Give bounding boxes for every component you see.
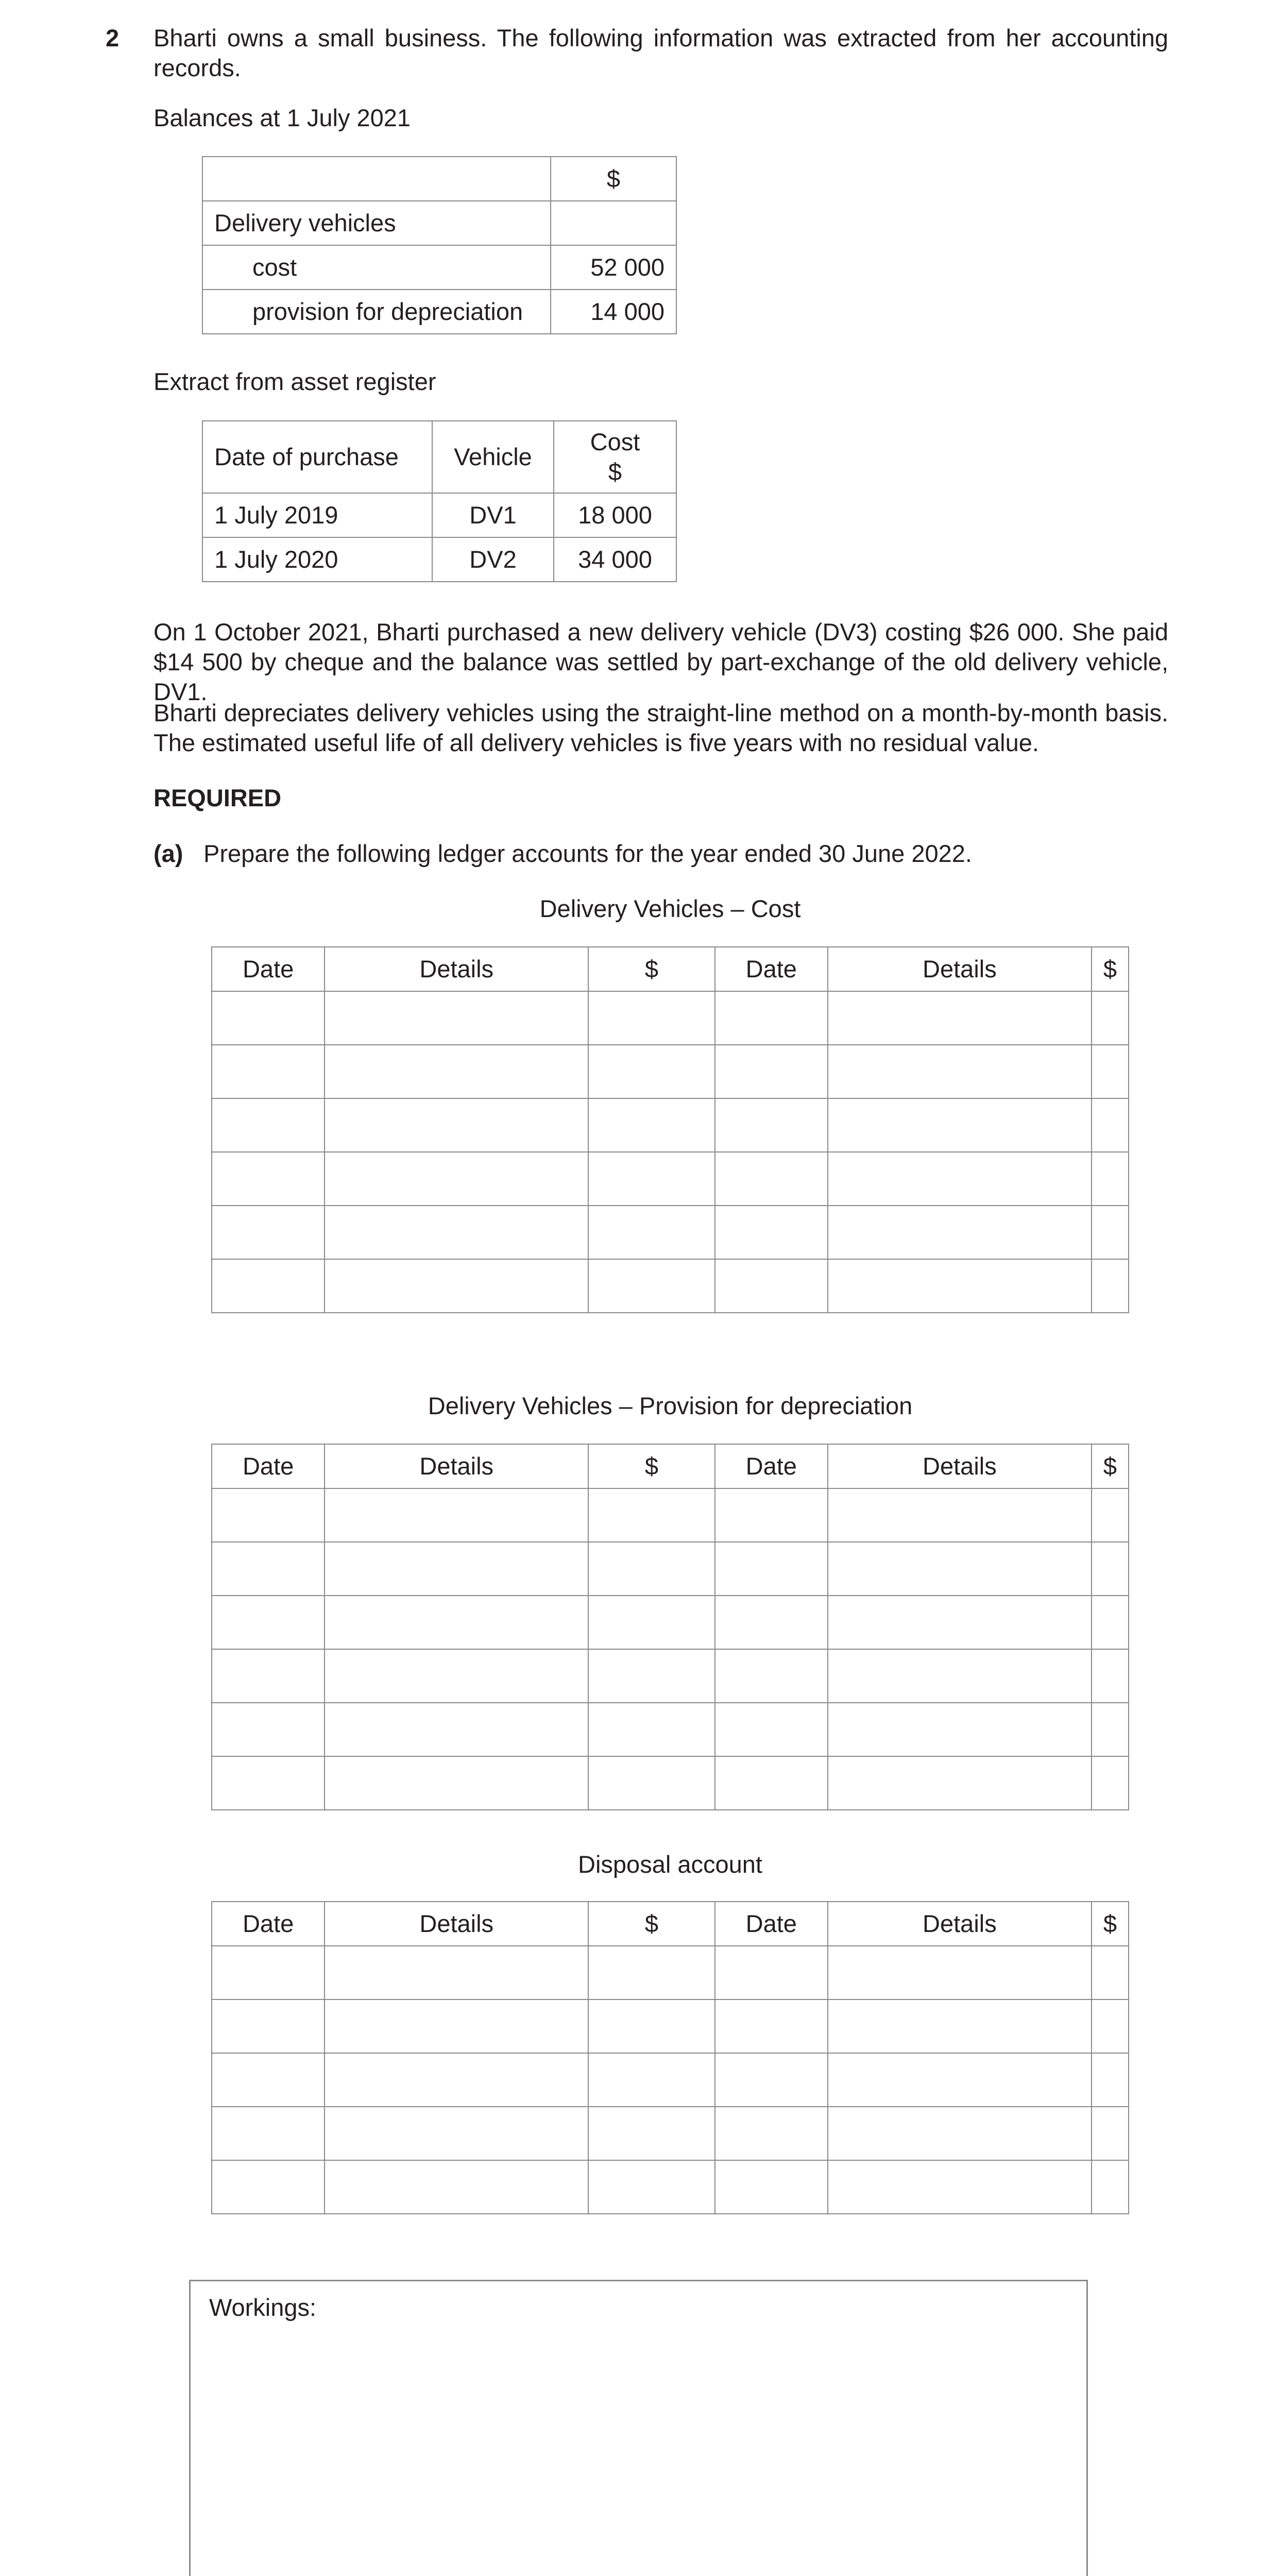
ledger-cell[interactable] [588,1703,715,1756]
balance-row-label: cost [202,245,551,290]
ledger-entry-row [212,1259,1129,1313]
ledger-header: Details [828,1444,1092,1488]
ledger-cell[interactable] [588,1259,715,1313]
ledger-entry-row [212,1756,1129,1810]
ledger-cell[interactable] [325,1756,588,1810]
register-vehicle: DV2 [432,537,554,582]
register-header-cost: Cost $ [554,421,676,493]
ledger-cell[interactable] [828,2053,1092,2107]
ledger-cell[interactable] [1092,2107,1129,2160]
ledger-cell[interactable] [828,1045,1092,1098]
ledger-cell[interactable] [1092,2053,1129,2107]
ledger-cell[interactable] [1092,1703,1129,1756]
part-a-label: (a) [154,840,183,867]
ledger-entry-row [212,991,1129,1045]
ledger-entry-row [212,1946,1129,1999]
ledger-cell[interactable] [325,1045,588,1098]
ledger-header: Date [715,1444,828,1488]
ledger-cell[interactable] [828,991,1092,1045]
currency-header: $ [551,157,676,201]
ledger-cell[interactable] [1092,1542,1129,1596]
ledger-cell[interactable] [325,2160,588,2214]
asset-register-table [202,420,677,582]
register-cost: 34 000 [554,537,676,582]
ledger-cell[interactable] [588,1756,715,1810]
ledger-entry-row [212,2107,1129,2160]
ledger-cell[interactable] [828,1756,1092,1810]
ledger-cell[interactable] [212,1206,325,1259]
balances-heading: Balances at 1 July 2021 [154,104,411,131]
ledger-cell[interactable] [325,1259,588,1313]
ledger-title: Delivery Vehicles – Cost [539,895,801,922]
ledger-disposal-account [211,1901,1129,2214]
ledger-cell[interactable] [325,1098,588,1152]
ledger-header: $ [1092,1902,1129,1946]
ledger-cell[interactable] [1092,1999,1129,2053]
ledger-cell[interactable] [715,1259,828,1313]
ledger-cell[interactable] [715,1703,828,1756]
register-cost: 18 000 [554,493,676,537]
ledger-cell[interactable] [715,1045,828,1098]
ledger-cell[interactable] [828,1488,1092,1542]
ledger-cell[interactable] [325,1542,588,1596]
ledger-cell[interactable] [1092,991,1129,1045]
ledger-cell[interactable] [828,1703,1092,1756]
ledger-entry-row [212,1542,1129,1596]
ledger-cell[interactable] [588,1649,715,1703]
ledger-cell[interactable] [828,1999,1092,2053]
ledger-header: Date [212,947,325,991]
ledger-cell[interactable] [212,1756,325,1810]
group-label: Delivery vehicles [202,201,551,245]
ledger-header: Details [828,1902,1092,1946]
ledger-cell[interactable] [715,1488,828,1542]
ledger-cell[interactable] [588,1045,715,1098]
ledger-header: Details [325,947,588,991]
ledger-cell[interactable] [325,1999,588,2053]
ledger-cell[interactable] [588,1542,715,1596]
ledger-header: $ [588,1902,715,1946]
ledger-cell[interactable] [588,1999,715,2053]
workings-box[interactable] [189,2280,1088,2576]
register-vehicle: DV1 [432,493,554,537]
ledger-cell[interactable] [212,1542,325,1596]
balances-table [202,156,677,334]
ledger-cell[interactable] [828,2160,1092,2214]
ledger-entry-row [212,1649,1129,1703]
ledger-cell[interactable] [715,1542,828,1596]
register-heading: Extract from asset register [154,368,436,395]
ledger-header: Date [715,947,828,991]
paragraph-purchase: On 1 October 2021, Bharti purchased a new delivery vehicle (DV3) costing $26 000. She paid $14 500 by cheque and the balance was settled by part-exchange of the old delivery vehicle, DV1. [154,618,1168,705]
ledger-cell[interactable] [828,1098,1092,1152]
ledger-cell[interactable] [212,2107,325,2160]
ledger-delivery-vehicles-cost [211,946,1129,1313]
ledger-cell[interactable] [325,1152,588,1206]
paragraph-depreciation: Bharti depreciates delivery vehicles using the straight-line method on a month-by-month basis. The estimated useful life of all delivery vehicles is five years with no residual value. [154,699,1168,756]
ledger-cell[interactable] [325,1946,588,1999]
ledger-cell[interactable] [212,1999,325,2053]
ledger-cell[interactable] [212,1098,325,1152]
part-a-text: Prepare the following ledger accounts for the year ended 30 June 2022. [203,840,972,867]
ledger-header: Date [715,1902,828,1946]
ledger-cell[interactable] [715,2053,828,2107]
ledger-cell[interactable] [588,1098,715,1152]
question-number: 2 [106,24,120,52]
ledger-cell[interactable] [828,1596,1092,1649]
ledger-cell[interactable] [715,1649,828,1703]
ledger-cell[interactable] [325,2107,588,2160]
balance-row-value: 14 000 [551,290,676,334]
balance-row-value: 52 000 [551,245,676,290]
ledger-cell[interactable] [828,1259,1092,1313]
ledger-cell[interactable] [715,2107,828,2160]
ledger-cell[interactable] [1092,1488,1129,1542]
required-heading: REQUIRED [154,784,282,811]
balance-row-label: provision for depreciation [202,290,551,334]
ledger-entry-row [212,1703,1129,1756]
ledger-cell[interactable] [325,1596,588,1649]
ledger-cell[interactable] [1092,1206,1129,1259]
ledger-cell[interactable] [715,991,828,1045]
ledger-cell[interactable] [828,1649,1092,1703]
ledger-cell[interactable] [212,2053,325,2107]
ledger-cell[interactable] [1092,1152,1129,1206]
register-date: 1 July 2019 [202,493,432,537]
ledger-cell[interactable] [325,2053,588,2107]
ledger-cell[interactable] [1092,1045,1129,1098]
register-date: 1 July 2020 [202,537,432,582]
ledger-cell[interactable] [212,1259,325,1313]
ledger-header: Date [212,1444,325,1488]
register-header-date: Date of purchase [202,421,432,493]
ledger-cell[interactable] [212,1946,325,1999]
ledger-cell[interactable] [828,2107,1092,2160]
ledger-cell[interactable] [212,2160,325,2214]
ledger-cell[interactable] [588,1488,715,1542]
ledger-header: $ [588,947,715,991]
ledger-cell[interactable] [1092,1946,1129,1999]
ledger-cell[interactable] [828,1206,1092,1259]
ledger-cell[interactable] [828,1946,1092,1999]
ledger-cell[interactable] [1092,2160,1129,2214]
ledger-header: $ [1092,947,1129,991]
ledger-entry-row [212,1596,1129,1649]
ledger-cell[interactable] [325,1703,588,1756]
ledger-entry-row [212,1999,1129,2053]
ledger-cell[interactable] [1092,1259,1129,1313]
ledger-cell[interactable] [588,1152,715,1206]
ledger-cell[interactable] [828,1152,1092,1206]
workings-label: Workings: [209,2294,317,2321]
ledger-cell[interactable] [588,1596,715,1649]
ledger-header: $ [1092,1444,1129,1488]
ledger-cell[interactable] [715,1756,828,1810]
ledger-header: $ [588,1444,715,1488]
ledger-cell[interactable] [325,1488,588,1542]
ledger-cell[interactable] [715,1206,828,1259]
ledger-cell[interactable] [588,1946,715,1999]
ledger-cell[interactable] [1092,1596,1129,1649]
ledger-entry-row [212,2053,1129,2107]
ledger-cell[interactable] [715,1946,828,1999]
ledger-cell[interactable] [828,1542,1092,1596]
ledger-cell[interactable] [715,1999,828,2053]
ledger-cell[interactable] [1092,1649,1129,1703]
ledger-cell[interactable] [588,991,715,1045]
register-header-vehicle: Vehicle [432,421,554,493]
ledger-entry-row [212,1045,1129,1098]
ledger-cell[interactable] [212,1703,325,1756]
ledger-cell[interactable] [715,2160,828,2214]
ledger-provision-for-depreciation [211,1444,1129,1810]
ledger-cell[interactable] [212,991,325,1045]
ledger-cell[interactable] [325,991,588,1045]
ledger-cell[interactable] [588,2160,715,2214]
ledger-cell[interactable] [588,2053,715,2107]
ledger-header: Date [212,1902,325,1946]
ledger-cell[interactable] [715,1152,828,1206]
ledger-title: Disposal account [578,1851,762,1878]
ledger-cell[interactable] [325,1649,588,1703]
ledger-cell[interactable] [212,1152,325,1206]
ledger-cell[interactable] [325,1206,588,1259]
ledger-cell[interactable] [588,1206,715,1259]
ledger-title: Delivery Vehicles – Provision for depreciation [428,1392,913,1419]
ledger-header: Details [325,1444,588,1488]
ledger-cell[interactable] [715,1596,828,1649]
ledger-header: Details [828,947,1092,991]
ledger-cell[interactable] [715,1098,828,1152]
ledger-cell[interactable] [1092,1756,1129,1810]
ledger-header: Details [325,1902,588,1946]
ledger-cell[interactable] [588,2107,715,2160]
ledger-entry-row [212,2160,1129,2214]
question-intro: Bharti owns a small business. The following information was extracted from her accounting records. [154,24,1168,81]
ledger-entry-row [212,1206,1129,1259]
ledger-cell[interactable] [212,1596,325,1649]
ledger-entry-row [212,1152,1129,1206]
ledger-cell[interactable] [212,1045,325,1098]
ledger-cell[interactable] [1092,1098,1129,1152]
ledger-entry-row [212,1098,1129,1152]
ledger-cell[interactable] [212,1649,325,1703]
ledger-entry-row [212,1488,1129,1542]
ledger-cell[interactable] [212,1488,325,1542]
